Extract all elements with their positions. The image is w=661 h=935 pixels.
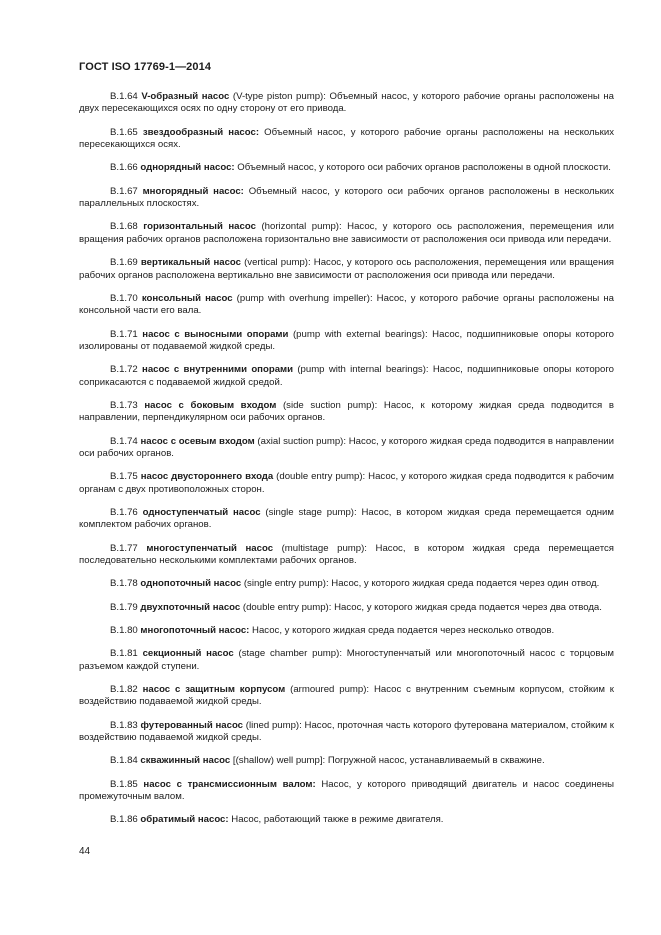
entry-number: B.1.78 — [110, 578, 138, 590]
entry-definition: (stage chamber pump): Многоступенчатый или многопоточный насос с торцовым разъемом каждой ступени. — [79, 648, 614, 672]
entry-number: B.1.79 — [110, 601, 138, 613]
entry-term: футерованный насос — [140, 719, 244, 731]
entry-number: B.1.76 — [110, 507, 138, 519]
entry-number: B.1.64 — [110, 91, 138, 102]
entry-definition: [(shallow) well pump]: Погружной насос, устанавливаемый в скважине. — [230, 755, 545, 767]
term-entry-b173 — [79, 400, 614, 425]
document-header: ГОСТ ISO 17769-1—2014 — [79, 61, 212, 73]
term-entry-b182 — [79, 684, 614, 709]
entry-number: B.1.77 — [110, 542, 138, 554]
entry-number: B.1.81 — [110, 648, 138, 660]
entry-number: B.1.71 — [110, 328, 138, 340]
term-entry-b174 — [79, 436, 614, 461]
entry-number: B.1.84 — [110, 755, 138, 767]
entry-definition: Насос, у которого приводящий двигатель и насос соединены промежуточным валом. — [79, 778, 615, 803]
term-entry-b172 — [79, 364, 614, 389]
entry-term: консольный насос — [141, 292, 233, 304]
entry-term: одноступенчатый насос — [142, 507, 261, 519]
term-entry-b170 — [79, 293, 614, 318]
entry-number: B.1.73 — [110, 399, 138, 411]
term-entry-b186 — [79, 814, 614, 826]
entry-number: B.1.68 — [110, 221, 138, 233]
term-entry-b185 — [79, 779, 614, 804]
entry-definition: Объемный насос, у которого рабочие органы расположены на нескольких пересекающихся осях. — [79, 126, 614, 151]
entry-definition: (lined pump): Насос, проточная часть которого футерована материалом, стойким к воздействию подаваемой жидкой среды. — [79, 719, 614, 744]
entry-definition: (single entry pump): Насос, у которого жидкая среда подается через один отвод. — [241, 578, 600, 590]
term-entries — [79, 91, 614, 838]
entry-term: насос с выносными опорами — [142, 328, 289, 340]
entry-term: звездообразный насос: — [142, 126, 260, 138]
entry-term: многопоточный насос: — [140, 625, 250, 637]
entry-term: насос с защитным корпусом — [142, 684, 286, 696]
term-entry-b175 — [79, 471, 614, 496]
term-entry-b176 — [79, 507, 614, 532]
entry-number: B.1.83 — [110, 719, 138, 731]
entry-definition: Объемный насос, у которого оси рабочих органов расположены в одной плоскости. — [234, 162, 611, 174]
entry-number: B.1.82 — [110, 684, 138, 696]
term-entry-b177 — [79, 543, 614, 568]
entry-definition: Насос, работающий также в режиме двигателя. — [228, 814, 444, 826]
entry-number: B.1.86 — [110, 814, 138, 826]
entry-definition: (pump with overhung impeller): Насос, у которого рабочие органы расположены на консольной части его вала. — [79, 292, 614, 317]
entry-definition: (double entry pump): Насос, у которого жидкая среда подводится к рабочим органам с двух противоположных сторон. — [79, 471, 614, 495]
entry-definition: Насос, у которого жидкая среда подается через несколько отводов. — [249, 625, 555, 637]
entry-definition: (side suction pump): Насос, к которому жидкая среда подводится в направлении, перпендикулярном оси рабочих органов. — [79, 399, 614, 424]
entry-number: B.1.69 — [110, 257, 138, 269]
entry-number: B.1.70 — [110, 292, 138, 304]
entry-term: обратимый насос: — [140, 814, 229, 826]
entry-definition: (multistage pump): Насос, в котором жидкая среда перемещается последовательно несколькими комплектами рабочих органов. — [79, 542, 614, 567]
entry-term: скважинный насос — [140, 755, 231, 767]
term-entry-b169 — [79, 257, 614, 282]
entry-definition: (pump with internal bearings): Насос, подшипниковые опоры которого соприкасаются с подаваемой жидкой средой. — [79, 364, 614, 388]
term-entry-b164 — [79, 91, 614, 116]
entry-definition: (pump with external bearings): Насос, подшипниковые опоры которого изолированы от подаваемой жидкой среды. — [79, 328, 615, 352]
term-entry-b166 — [79, 162, 614, 174]
term-entry-b184 — [79, 755, 614, 767]
entry-term: секционный насос — [142, 648, 234, 660]
term-entry-b180 — [79, 625, 614, 637]
entry-definition: (axial suction pump): Насос, у которого жидкая среда подводится в направлении оси рабочих органов. — [79, 435, 615, 460]
entry-number: B.1.66 — [110, 162, 138, 174]
entry-definition: (vertical pump): Насос, у которого ось расположения, перемещения или вращения рабочих органов расположена вертикально вне зависимости от расположения оси привода или передачи. — [79, 257, 614, 281]
entry-definition: (horizontal pump): Насос, у которого ось расположения, перемещения или вращения рабочих органов расположена горизонтально вне зависимости от расположения оси привода или передачи. — [79, 221, 614, 245]
term-entry-b167 — [79, 186, 614, 211]
entry-term: насос с осевым входом — [140, 435, 255, 447]
term-entry-b179 — [79, 602, 614, 614]
entry-definition: (single stage pump): Насос, в котором жидкая среда перемещается одним комплектом рабочих органов. — [79, 507, 615, 531]
term-entry-b183 — [79, 720, 614, 745]
term-entry-b168 — [79, 221, 614, 246]
term-entry-b181 — [79, 648, 614, 673]
entry-definition: (V-type piston pump): Объемный насос, у которого рабочие органы расположены на двух пересекающихся осях по одну сторону от его привода. — [79, 91, 614, 115]
entry-term: V-образный насос — [141, 91, 230, 102]
entry-term: двухпоточный насос — [140, 601, 241, 613]
entry-number: B.1.85 — [110, 778, 138, 790]
entry-term: многоступенчатый насос — [146, 542, 274, 554]
term-entry-b178 — [79, 578, 614, 590]
entry-number: B.1.75 — [110, 471, 138, 483]
entry-term: насос с внутренними опорами — [142, 364, 294, 376]
entry-term: многорядный насос: — [142, 185, 244, 197]
entry-term: насос с трансмиссионным валом: — [143, 778, 316, 790]
term-entry-b171 — [79, 329, 614, 354]
entry-definition: (armoured pump): Насос с внутренним съемным корпусом, стойким к воздействию подаваемой жидкой среды. — [79, 684, 614, 708]
entry-number: B.1.74 — [110, 435, 138, 447]
entry-number: B.1.80 — [110, 625, 138, 637]
entry-definition: (double entry pump): Насос, у которого жидкая среда подается через два отвода. — [240, 601, 602, 613]
entry-number: B.1.67 — [110, 185, 138, 197]
entry-term: горизонтальный насос — [143, 221, 256, 233]
entry-term: насос двустороннего входа — [140, 471, 274, 483]
entry-number: B.1.72 — [110, 364, 138, 376]
entry-number: B.1.65 — [110, 126, 138, 138]
page-number: 44 — [79, 846, 91, 857]
entry-term: однорядный насос: — [140, 162, 235, 174]
entry-term: насос с боковым входом — [144, 399, 277, 411]
entry-term: вертикальный насос — [140, 257, 241, 269]
entry-term: однопоточный насос — [140, 578, 242, 590]
entry-definition: Объемный насос, у которого оси рабочих органов расположены в нескольких параллельных плоскостях. — [79, 185, 615, 210]
term-entry-b165 — [79, 127, 614, 152]
